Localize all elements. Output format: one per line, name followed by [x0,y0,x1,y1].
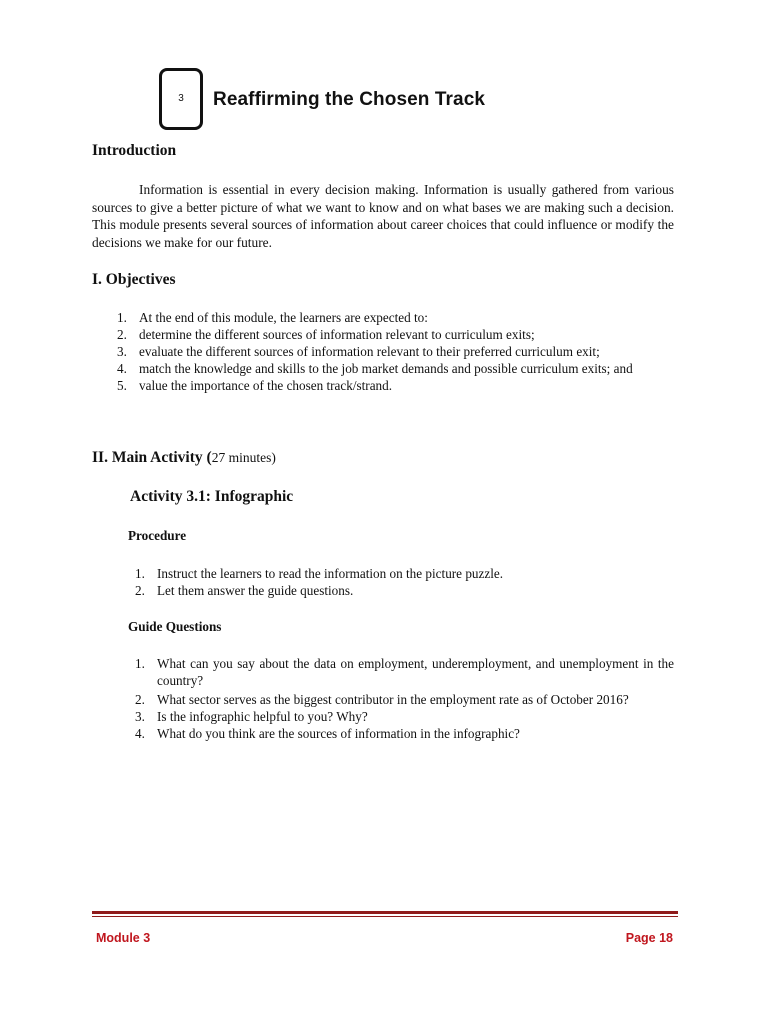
procedure-item: 2. Let them answer the guide questions. [135,583,354,598]
page-title: Reaffirming the Chosen Track [213,89,486,110]
introduction-heading: Introduction [92,142,177,159]
procedure-list [135,565,674,599]
guide-question-item: 4. What do you think are the sources of information in the infographic? [135,726,520,741]
objective-item: 5. value the importance of the chosen track/strand. [117,378,393,393]
guide-questions-list [135,655,674,742]
guide-question-item: 1. What can you say about the data on employment, underemployment, and unemployment in the country? [135,656,674,688]
footer-rule-thin [92,916,678,917]
guide-questions-heading: Guide Questions [128,619,222,634]
footer-rule [92,911,678,914]
main-activity-duration: 27 minutes) [211,450,276,465]
guide-question-item: 3. Is the infographic helpful to you? Why? [135,709,368,724]
module-number-box [159,68,203,130]
objective-item: 2. determine the different sources of information relevant to curriculum exits; [117,327,535,342]
guide-question-item: 2. What sector serves as the biggest contributor in the employment rate as of October 2016? [135,692,629,707]
activity-title: Activity 3.1: Infographic [130,488,294,505]
procedure-item: 1. Instruct the learners to read the information on the picture puzzle. [135,566,504,581]
objective-item: 1. At the end of this module, the learners are expected to: [117,310,428,325]
objective-item: 3. evaluate the different sources of information relevant to their preferred curriculum exit; [117,344,600,359]
module-number: 3 [178,93,184,104]
introduction-paragraph: Information is essential in every decision making. Information is usually gathered from various sources to give a better picture of what we want to know and on what bases we are making such a decision. This module presents several sources of information about career choices that could influence or modify the decisions we make for our future. [92,182,674,250]
footer-module: Module 3 [96,931,151,945]
objective-item: 4. match the knowledge and skills to the job market demands and possible curriculum exits; and [117,361,633,376]
procedure-heading: Procedure [128,528,187,543]
objectives-list [117,309,674,394]
footer-page-number: Page 18 [625,931,673,945]
main-activity-heading: II. Main Activity (27 minutes) [92,449,276,466]
objectives-heading: I. Objectives [92,271,176,288]
